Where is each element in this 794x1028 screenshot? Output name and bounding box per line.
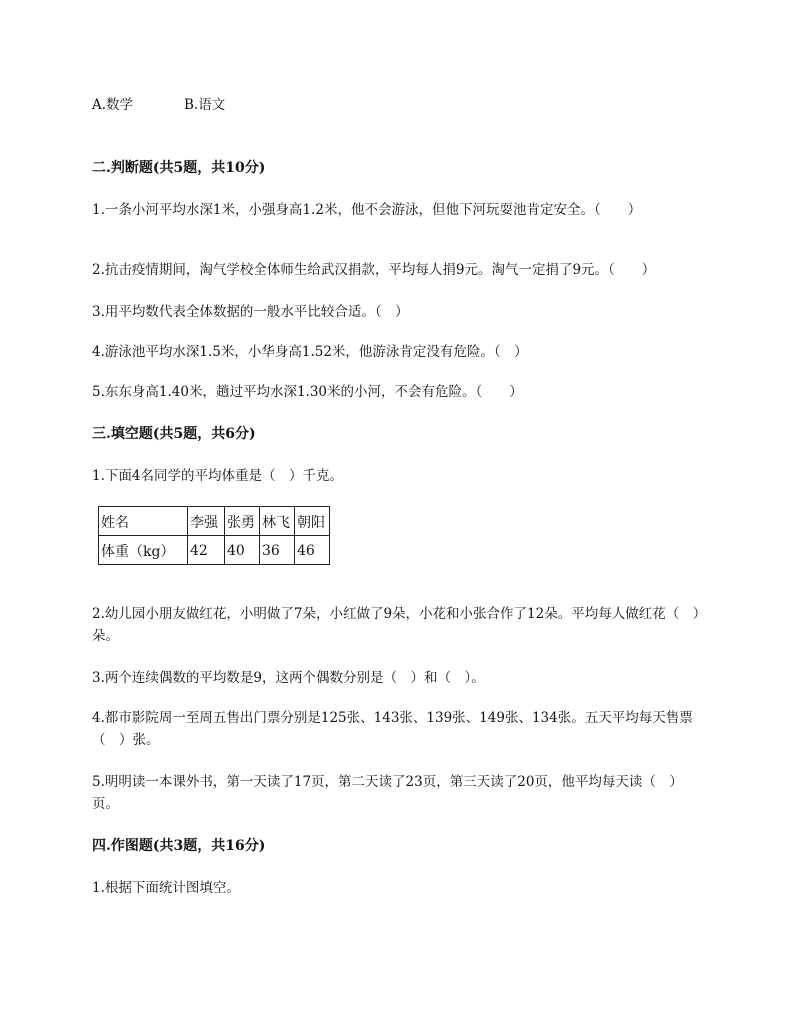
judge-item-4: 4.游泳池平均水深1.5米，小华身高1.52米，他游泳肯定没有危险。（ ） <box>92 344 528 360</box>
judge-item-2: 2.抗击疫情期间，淘气学校全体师生给武汉捐款，平均每人捐9元。淘气一定捐了9元。（ ） <box>92 262 656 278</box>
table-cell: 40 <box>225 536 260 565</box>
table-cell: 林飞 <box>260 507 295 536</box>
fill-item-3: 3.两个连续偶数的平均数是9，这两个偶数分别是（ ）和（ ）。 <box>92 670 485 686</box>
table-cell: 体重（kg） <box>99 536 188 565</box>
table-row <box>99 536 330 565</box>
table-cell: 李强 <box>188 507 225 536</box>
weight-table <box>98 506 330 565</box>
table-header-row <box>99 507 330 536</box>
table-cell: 朝阳 <box>295 507 330 536</box>
table-cell: 42 <box>188 536 225 565</box>
draw-item-1: 1.根据下面统计图填空。 <box>92 880 240 896</box>
section-4-heading: 四.作图题(共3题，共16分) <box>92 838 266 854</box>
fill-item-5: 5.明明读一本课外书，第一天读了17页，第二天读了23页，第三天读了20页，他平均每天读（ ）页。 <box>92 774 683 812</box>
section-3-heading: 三.填空题(共5题，共6分) <box>92 426 256 442</box>
table-cell: 36 <box>260 536 295 565</box>
table-cell: 姓名 <box>99 507 188 536</box>
option-b: B.语文 <box>184 97 226 113</box>
option-a: A.数学 <box>92 97 134 113</box>
judge-item-3: 3.用平均数代表全体数据的一般水平比较合适。（ ） <box>92 304 409 320</box>
table-cell: 张勇 <box>225 507 260 536</box>
fill-item-1: 1.下面4名同学的平均体重是（ ）千克。 <box>92 468 343 484</box>
fill-item-2: 2.幼儿园小朋友做红花，小明做了7朵，小红做了9朵，小花和小张合作了12朵。平均每人做红花（ ）朵。 <box>92 606 700 644</box>
fill-item-4: 4.都市影院周一至周五售出门票分别是125张、143张、139张、149张、134张。五天平均每天售票（ ）张。 <box>92 710 693 748</box>
table-cell: 46 <box>295 536 330 565</box>
section-2-heading: 二.判断题(共5题，共10分) <box>92 160 266 176</box>
judge-item-5: 5.东东身高1.40米，趟过平均水深1.30米的小河，不会有危险。（ ） <box>92 384 523 400</box>
judge-item-1: 1.一条小河平均水深1米，小强身高1.2米，他不会游泳，但他下河玩耍池肯定安全。（ ） <box>92 202 642 218</box>
